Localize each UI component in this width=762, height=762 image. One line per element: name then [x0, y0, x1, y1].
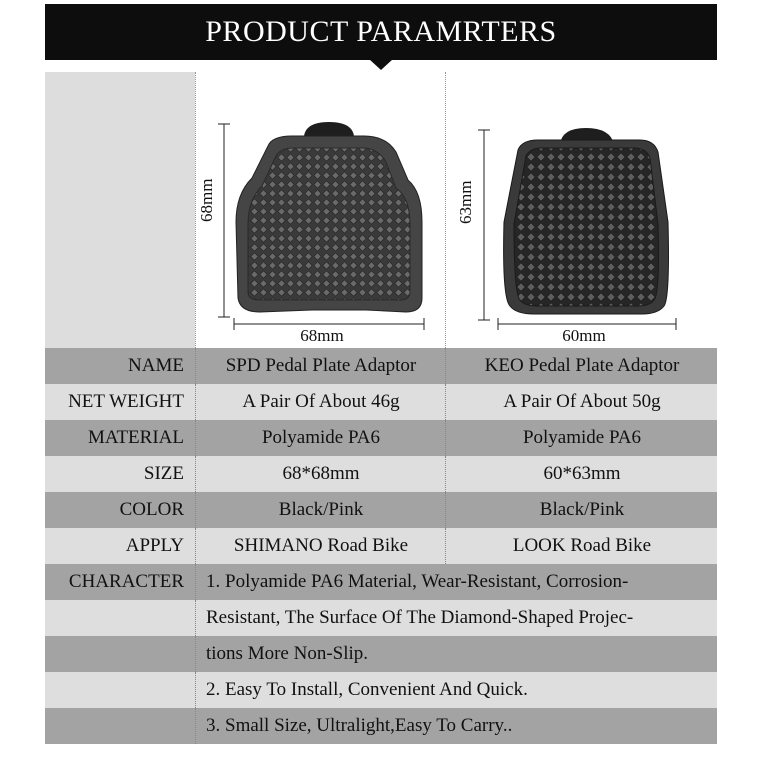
row-net-weight [45, 384, 717, 420]
keo-value: Polyamide PA6 [445, 420, 718, 456]
spd-value: Polyamide PA6 [195, 420, 446, 456]
character-row-5 [45, 708, 717, 744]
page-title: PRODUCT PARAMRTERS [45, 4, 717, 60]
row-label: MATERIAL [87, 427, 184, 448]
row-material [45, 420, 717, 456]
spd-plate-image [196, 72, 445, 348]
character-line: 1. Polyamide PA6 Material, Wear-Resistant, Corrosion- [195, 564, 715, 600]
keo-value: KEO Pedal Plate Adaptor [445, 348, 718, 384]
spd-value: SPD Pedal Plate Adaptor [195, 348, 446, 384]
character-line: tions More Non-Slip. [195, 636, 715, 672]
row-size [45, 456, 717, 492]
spd-value: A Pair Of About 46g [195, 384, 446, 420]
row-label: COLOR [119, 499, 184, 520]
product-image-row [45, 72, 717, 348]
character-row-4 [45, 672, 717, 708]
character-label: CHARACTER [68, 571, 184, 592]
row-label: SIZE [143, 463, 184, 484]
header-notch [369, 59, 393, 70]
spd-width-label: 68mm [300, 326, 344, 345]
row-label: APPLY [125, 535, 184, 556]
keo-value: A Pair Of About 50g [445, 384, 718, 420]
character-row-3 [45, 636, 717, 672]
keo-value: LOOK Road Bike [445, 528, 718, 564]
row-label: NET WEIGHT [68, 391, 184, 412]
spd-value: Black/Pink [195, 492, 446, 528]
keo-plate-image [446, 72, 718, 348]
row-apply [45, 528, 717, 564]
row-name [45, 348, 717, 384]
keo-value: Black/Pink [445, 492, 718, 528]
keo-plate-image-cell [445, 72, 718, 348]
row-color [45, 492, 717, 528]
keo-height-label: 63mm [456, 180, 475, 224]
character-row-2 [45, 600, 717, 636]
spd-height-label: 68mm [197, 178, 216, 222]
spd-plate-image-cell [195, 72, 445, 348]
keo-width-label: 60mm [562, 326, 606, 345]
character-row-1 [45, 564, 717, 600]
spd-value: 68*68mm [195, 456, 446, 492]
spd-value: SHIMANO Road Bike [195, 528, 446, 564]
keo-value: 60*63mm [445, 456, 718, 492]
image-row-label-cell [45, 72, 195, 348]
character-line: 2. Easy To Install, Convenient And Quick. [195, 672, 715, 708]
character-line: 3. Small Size, Ultralight,Easy To Carry.. [195, 708, 715, 744]
row-label: NAME [128, 355, 184, 376]
character-line: Resistant, The Surface Of The Diamond-Shaped Projec- [195, 600, 715, 636]
